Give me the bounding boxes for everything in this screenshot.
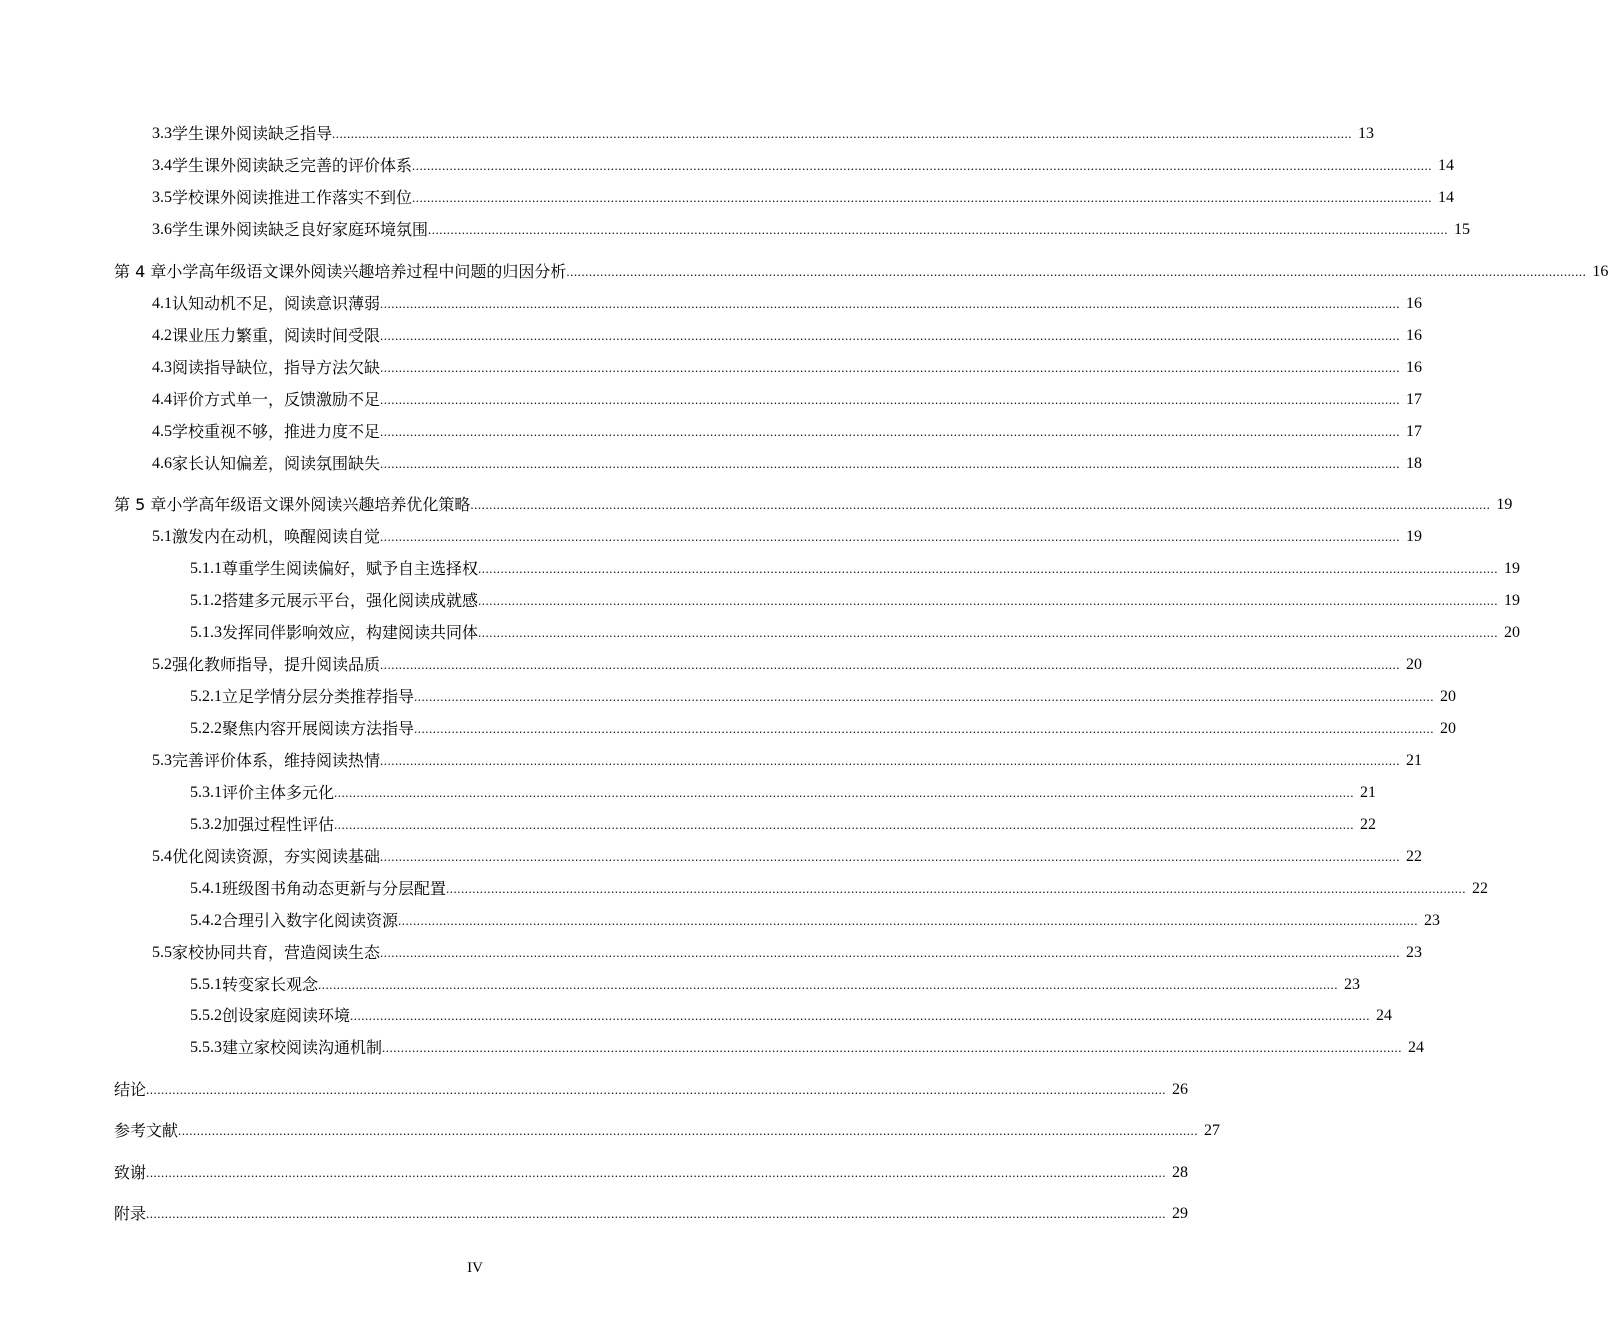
toc-page-number: 18 [1406,455,1423,472]
toc-section-number: 5.2.1 [190,688,222,705]
toc-page-number: 15 [1454,221,1471,238]
toc-page-number: 16 [1406,327,1423,344]
toc-chapter-title: 小学高年级语文课外阅读兴趣培养过程中问题的归因分析 [166,262,567,281]
toc-page-number: 16 [1406,359,1423,376]
toc-page-number: 16 [1406,295,1423,312]
toc-section-number: 4.1 [152,295,172,312]
toc-section-number: 5.2.2 [190,720,222,737]
toc-page-number: 17 [1406,423,1423,440]
toc-leader-dots [382,1038,1402,1058]
toc-title: 激发内在动机，唤醒阅读自觉 [172,527,381,546]
toc-leader-dots [380,847,1400,867]
toc-section-number: 5.5 [152,944,172,961]
toc-subentry[interactable] [0,555,1521,579]
toc-title: 班级图书角动态更新与分层配置 [222,879,447,898]
toc-title: 家校协同共育，营造阅读生态 [172,943,381,962]
toc-title: 完善评价体系，维持阅读热情 [172,751,381,770]
toc-section-number: 5.3.1 [190,784,222,801]
toc-leader-dots [146,1080,1166,1100]
toc-title: 立足学情分层分类推荐指导 [222,687,415,706]
toc-entry[interactable] [0,290,1423,314]
toc-leader-dots [380,527,1400,547]
toc-page-number: 14 [1438,157,1455,174]
toc-title: 发挥同伴影响效应，构建阅读共同体 [222,623,479,642]
toc-title: 认知动机不足，阅读意识薄弱 [172,294,381,313]
toc-title: 学生课外阅读缺乏良好家庭环境氛围 [172,220,429,239]
toc-leader-dots [380,326,1400,346]
toc-page-number: 24 [1376,1007,1393,1024]
toc-page-number: 27 [1204,1122,1221,1139]
toc-page-number: 29 [1172,1205,1189,1222]
toc-leader-dots [566,262,1586,282]
toc-entry[interactable] [0,747,1423,771]
toc-leader-dots [380,390,1400,410]
toc-entry[interactable] [0,216,1471,240]
toc-page-number: 21 [1360,784,1377,801]
toc-title: 评价方式单一，反馈激励不足 [172,390,381,409]
toc-section-number: 4.6 [152,455,172,472]
toc-subentry[interactable] [0,779,1377,803]
toc-section-number: 3.6 [152,221,172,238]
toc-section-number: 5.2 [152,656,172,673]
toc-leader-dots [334,783,1354,803]
toc-subentry[interactable] [0,971,1361,995]
toc-section-number: 3.3 [152,125,172,142]
toc-section-number: 5.3.2 [190,816,222,833]
toc-entry[interactable] [0,152,1455,176]
toc-page-number: 16 [1592,263,1608,280]
toc-leader-dots [446,879,1466,899]
toc-leader-dots [398,911,1418,931]
toc-subentry[interactable] [0,683,1457,707]
toc-page-number: 23 [1406,944,1423,961]
toc-entry[interactable] [0,386,1423,410]
toc-title: 强化教师指导，提升阅读品质 [172,655,381,674]
toc-entry-appendix[interactable] [0,1200,1189,1224]
toc-leader-dots [146,1163,1166,1183]
toc-section-number: 4.4 [152,391,172,408]
toc-page-number: 22 [1360,816,1377,833]
toc-page-number: 21 [1406,752,1423,769]
toc-title: 评价主体多元化 [222,783,335,802]
toc-section-number: 4.5 [152,423,172,440]
toc-page-number: 13 [1358,125,1375,142]
toc-leader-dots [414,719,1434,739]
toc-leader-dots [478,591,1498,611]
toc-title: 阅读指导缺位，指导方法欠缺 [172,358,381,377]
toc-entry[interactable] [0,939,1423,963]
toc-section-number: 5.1.2 [190,592,222,609]
toc-chapter-entry[interactable] [0,258,1608,282]
toc-section-number: 5.4.1 [190,880,222,897]
toc-leader-dots [412,156,1432,176]
toc-chapter-entry[interactable] [0,491,1513,515]
toc-subentry[interactable] [0,619,1521,643]
toc-section-number: 3.4 [152,157,172,174]
toc-leader-dots [350,1006,1370,1026]
toc-entry[interactable] [0,450,1423,474]
toc-subentry[interactable] [0,1034,1425,1058]
toc-section-number: 3.5 [152,189,172,206]
toc-entry[interactable] [0,120,1375,144]
toc-page-number: 20 [1440,720,1457,737]
toc-title: 建立家校阅读沟通机制 [222,1038,383,1057]
toc-title: 创设家庭阅读环境 [222,1006,351,1025]
toc-entry[interactable] [0,322,1423,346]
toc-chapter-title: 小学高年级语文课外阅读兴趣培养优化策略 [166,495,471,514]
toc-page-number: 20 [1406,656,1423,673]
toc-section-number: 5.5.1 [190,976,222,993]
toc-title: 转变家长观念 [222,975,319,994]
toc-title: 聚焦内容开展阅读方法指导 [222,719,415,738]
toc-leader-dots [380,454,1400,474]
toc-leader-dots [380,751,1400,771]
toc-page-number: 14 [1438,189,1455,206]
page-footer-number: IV [467,1260,483,1276]
toc-leader-dots [470,495,1490,515]
toc-title: 优化阅读资源，夯实阅读基础 [172,847,381,866]
toc-chapter-title: 结论 [114,1080,147,1099]
toc-title: 尊重学生阅读偏好，赋予自主选择权 [222,559,479,578]
toc-entry-conclusion[interactable] [0,1076,1189,1100]
toc-leader-dots [428,220,1448,240]
toc-title: 学校课外阅读推进工作落实不到位 [172,188,413,207]
toc-leader-dots [380,655,1400,675]
toc-title: 学校重视不够，推进力度不足 [172,422,381,441]
toc-leader-dots [178,1121,1198,1141]
toc-section-number: 5.5.2 [190,1007,222,1024]
toc-section-number: 4.2 [152,327,172,344]
toc-subentry[interactable] [0,907,1441,931]
toc-chapter-title: 附录 [114,1204,147,1223]
toc-leader-dots [380,358,1400,378]
toc-leader-dots [380,294,1400,314]
toc-entry[interactable] [0,843,1423,867]
toc-page-number: 19 [1504,592,1521,609]
toc-leader-dots [478,559,1498,579]
toc-entry[interactable] [0,523,1423,547]
toc-subentry[interactable] [0,875,1489,899]
toc-title: 学生课外阅读缺乏指导 [172,124,333,143]
toc-subentry[interactable] [0,587,1521,611]
toc-section-number: 5.4 [152,848,172,865]
toc-page-number: 23 [1344,976,1361,993]
toc-leader-dots [380,422,1400,442]
toc-title: 合理引入数字化阅读资源 [222,911,399,930]
toc-page-number: 20 [1504,624,1521,641]
toc-section-number: 5.5.3 [190,1039,222,1056]
toc-entry[interactable] [0,418,1423,442]
toc-leader-dots [332,124,1352,144]
toc-page-number: 17 [1406,391,1423,408]
toc-subentry[interactable] [0,1002,1393,1026]
toc-subentry[interactable] [0,715,1457,739]
toc-page-number: 26 [1172,1081,1189,1098]
toc-title: 加强过程性评估 [222,815,335,834]
toc-page-number: 23 [1424,912,1441,929]
toc-entry-acknowledgements[interactable] [0,1159,1189,1183]
toc-leader-dots [318,975,1338,995]
toc-page-number: 19 [1504,560,1521,577]
toc-page-number: 19 [1496,496,1513,513]
toc-entry[interactable] [0,651,1423,675]
toc-leader-dots [478,623,1498,643]
toc-section-number: 5.1 [152,528,172,545]
toc-section-number: 5.1.1 [190,560,222,577]
toc-chapter-title: 参考文献 [114,1121,179,1140]
toc-section-number: 4.3 [152,359,172,376]
toc-page-number: 19 [1406,528,1423,545]
toc-entry[interactable] [0,354,1423,378]
toc-chapter-number: 第 5 章 [114,495,167,514]
toc-leader-dots [146,1204,1166,1224]
toc-page-number: 22 [1406,848,1423,865]
toc-title: 搭建多元展示平台，强化阅读成就感 [222,591,479,610]
toc-entry-references[interactable] [0,1117,1221,1141]
toc-title: 家长认知偏差，阅读氛围缺失 [172,454,381,473]
toc-page-number: 28 [1172,1164,1189,1181]
toc-chapter-number: 第 4 章 [114,262,167,281]
toc-section-number: 5.4.2 [190,912,222,929]
toc-title: 学生课外阅读缺乏完善的评价体系 [172,156,413,175]
toc-leader-dots [334,815,1354,835]
toc-leader-dots [380,943,1400,963]
toc-leader-dots [414,687,1434,707]
toc-leader-dots [412,188,1432,208]
toc-entry[interactable] [0,184,1455,208]
toc-page-number: 24 [1408,1039,1425,1056]
toc-page-number: 22 [1472,880,1489,897]
toc-section-number: 5.3 [152,752,172,769]
toc-section-number: 5.1.3 [190,624,222,641]
toc-chapter-title: 致谢 [114,1163,147,1182]
toc-subentry[interactable] [0,811,1377,835]
toc-page-number: 20 [1440,688,1457,705]
toc-title: 课业压力繁重，阅读时间受限 [172,326,381,345]
